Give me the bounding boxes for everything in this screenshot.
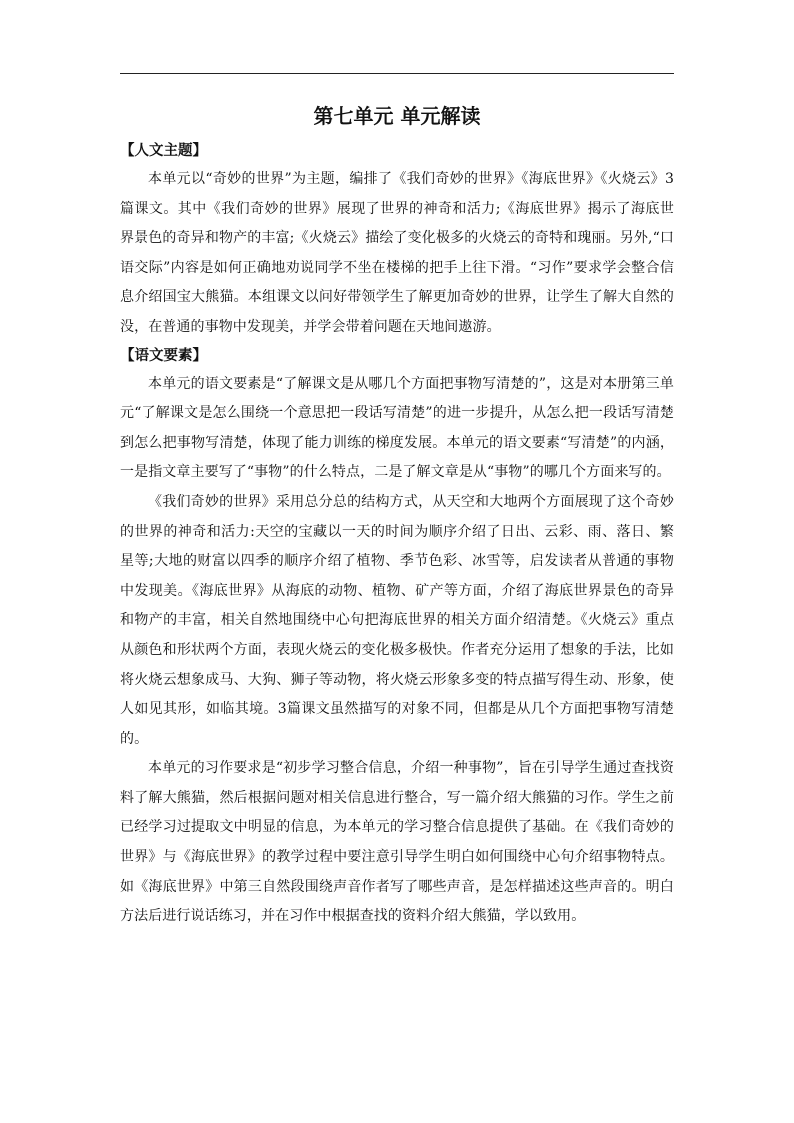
section-language-elements xyxy=(120,343,674,932)
paragraph: 本单元的语文要素是“了解课文是从哪几个方面把事物写清楚的”，这是对本册第三单元“了解课文是怎么围绕一个意思把一段话写清楚”的进一步提升，从怎么把一段话写清楚到怎么把事物写清楚，体现了能力训练的梯度发展。本单元的语文要素“写清楚”的内涵，一是指文章主要写了“事物”的什么特点，二是了解文章是从“事物”的哪几个方面来写的。 xyxy=(120,375,674,481)
paragraph: 本单元以“奇妙的世界”为主题，编排了《我们奇妙的世界》《海底世界》《火烧云》3篇课文。其中《我们奇妙的世界》展现了世界的神奇和活力;《海底世界》揭示了海底世界景色的奇异和物产的丰富;《火烧云》描绘了变化极多的火烧云的奇特和瑰丽。另外,“口语交际”内容是如何正确地劝说同学不坐在楼梯的把手上往下滑。“习作”要求学会整合信息介绍国宝大熊猫。本组课文以问好带领学生了解更加奇妙的世界，让学生了解大自然的没，在普通的事物中发现美，并学会带着问题在天地间遨游。 xyxy=(120,171,674,335)
section-heading: 【人文主题】 xyxy=(120,143,207,159)
document-page xyxy=(120,96,674,932)
section-heading: 【语文要素】 xyxy=(120,347,207,364)
section-humanities-theme xyxy=(120,138,674,343)
paragraph: 本单元的习作要求是“初步学习整合信息，介绍一种事物”，旨在引导学生通过查找资料了解大熊猫，然后根据问题对相关信息进行整合，写一篇介绍大熊猫的习作。学生之前已经学习过提取文中明显的信息，为本单元的学习整合信息提供了基础。在《我们奇妙的世界》与《海底世界》的教学过程中要注意引导学生明白如何围绕中心句介绍事物特点。如《海底世界》中第三自然段围绕声音作者写了哪些声音，是怎样描述这些声音的。明白方法后进行说话练习，并在习作中根据查找的资料介绍大熊猫，学以致用。 xyxy=(120,760,674,925)
paragraph: 《我们奇妙的世界》采用总分总的结构方式，从天空和大地两个方面展现了这个奇妙的世界的神奇和活力:天空的宝藏以一天的时间为顺序介绍了日出、云彩、雨、落日、繁星等;大地的财富以四季的顺序介绍了植物、季节色彩、冰雪等，启发读者从普通的事物中发现美。《海底世界》从海底的动物、植物、矿产等方面，介绍了海底世界景色的奇异和物产的丰富，相关自然地围绕中心句把海底世界的相关方面介绍清楚。《火烧云》重点从颜色和形状两个方面，表现火烧云的变化极多极快。作者充分运用了想象的手法，比如将火烧云想象成马、大狗、狮子等动物，将火烧云形象多变的特点描写得生动、形象，使人如见其形，如临其境。3篇课文虽然描写的对象不同，但都是从几个方面把事物写清楚的。 xyxy=(120,493,674,747)
page-title: 第七单元 单元解读 xyxy=(313,104,481,128)
header-rule xyxy=(120,73,674,74)
